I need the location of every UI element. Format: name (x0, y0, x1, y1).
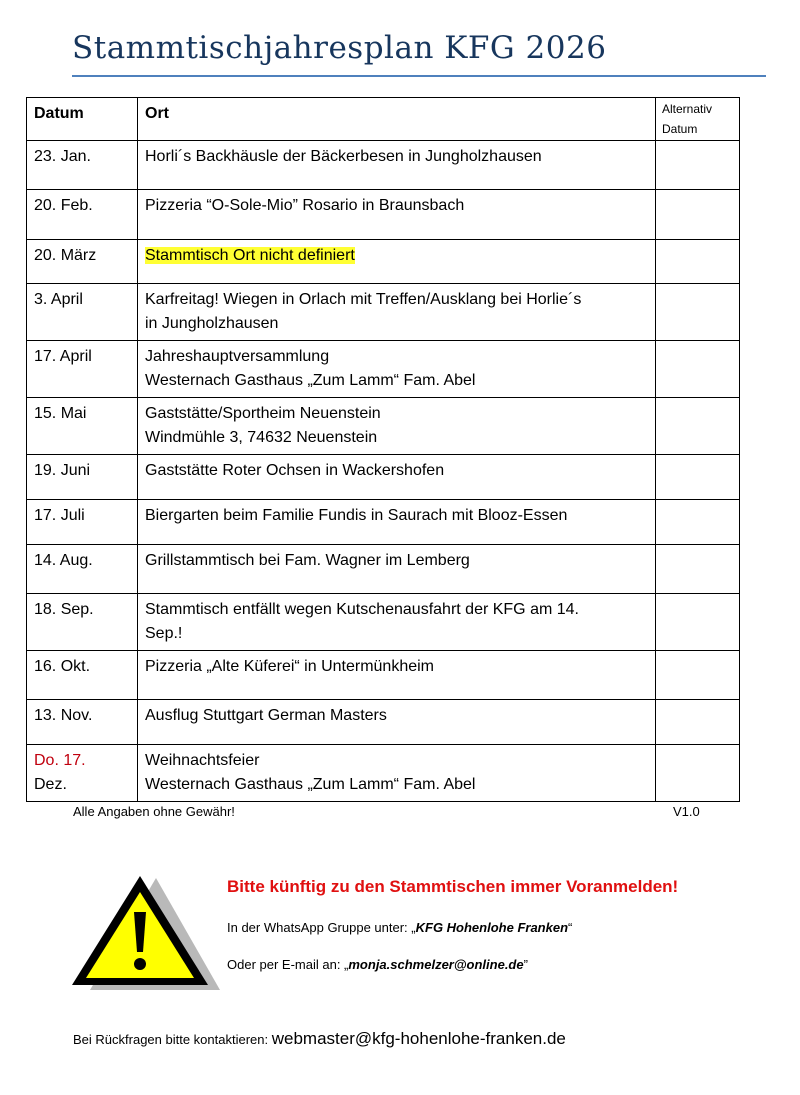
email-suffix: ” (523, 957, 528, 972)
row-datum: 18. Sep. (27, 594, 138, 651)
row-datum: 19. Juni (27, 455, 138, 500)
row-alternativ (656, 745, 740, 802)
table-header-row (27, 98, 740, 141)
ort-line: Sep.! (145, 625, 183, 642)
email-line (227, 957, 528, 972)
row-alternativ (656, 651, 740, 700)
ort-line: Westernach Gasthaus „Zum Lamm“ Fam. Abel (145, 776, 476, 793)
row-alternativ (656, 240, 740, 284)
row-alternativ (656, 500, 740, 545)
row-alternativ (656, 545, 740, 594)
row-ort (138, 745, 656, 802)
row-datum: 13. Nov. (27, 700, 138, 745)
table-row (27, 284, 740, 341)
row-alternativ (656, 455, 740, 500)
row-alternativ (656, 594, 740, 651)
table-row (27, 141, 740, 190)
row-ort (138, 398, 656, 455)
whatsapp-suffix: “ (568, 920, 573, 935)
row-datum: 17. April (27, 341, 138, 398)
warning-triangle-icon (70, 872, 220, 992)
contact-prefix: Bei Rückfragen bitte kontaktieren: (73, 1032, 272, 1047)
table-row (27, 700, 740, 745)
row-ort (138, 141, 656, 190)
table-row (27, 500, 740, 545)
row-ort (138, 700, 656, 745)
row-datum: 23. Jan. (27, 141, 138, 190)
header-alt-line2: Datum (662, 122, 698, 136)
row-alternativ (656, 284, 740, 341)
table-row (27, 190, 740, 240)
row-alternativ (656, 341, 740, 398)
page-title: Stammtischjahresplan KFG 2026 (72, 30, 607, 66)
table-row (27, 398, 740, 455)
row-alternativ (656, 398, 740, 455)
schedule-table (26, 97, 740, 802)
disclaimer: Alle Angaben ohne Gewähr! (73, 804, 235, 819)
datum-month: Dez. (34, 776, 67, 793)
header-alternativ-datum (656, 98, 740, 141)
ort-line: Karfreitag! Wiegen in Orlach mit Treffen/Ausklang bei Horlie´s (145, 291, 582, 308)
table-row (27, 240, 740, 284)
whatsapp-prefix: In der WhatsApp Gruppe unter: „ (227, 920, 416, 935)
email-prefix: Oder per E-mail an: „ (227, 957, 349, 972)
contact-line (73, 1029, 566, 1049)
ort-line: in Jungholzhausen (145, 315, 279, 332)
whatsapp-line (227, 920, 572, 935)
row-ort (138, 240, 656, 284)
webmaster-email: webmaster@kfg-hohenlohe-franken.de (271, 1029, 566, 1048)
ort-line: Horli´s Backhäusle der Bäckerbesen in Jungholzhausen (145, 148, 542, 165)
row-alternativ (656, 141, 740, 190)
ort-line: Grillstammtisch bei Fam. Wagner im Lemberg (145, 552, 470, 569)
ort-line: Gaststätte/Sportheim Neuenstein (145, 405, 381, 422)
ort-line: Pizzeria „Alte Küferei“ in Untermünkheim (145, 658, 434, 675)
row-alternativ (656, 700, 740, 745)
row-ort (138, 341, 656, 398)
row-datum (27, 745, 138, 802)
row-ort (138, 284, 656, 341)
row-datum: 20. Feb. (27, 190, 138, 240)
row-ort (138, 455, 656, 500)
datum-weekday-red: Do. 17. (34, 752, 86, 769)
row-datum: 16. Okt. (27, 651, 138, 700)
ort-line: Windmühle 3, 74632 Neuenstein (145, 429, 378, 446)
ort-line-highlighted: Stammtisch Ort nicht definiert (145, 247, 355, 264)
table-row (27, 341, 740, 398)
row-ort (138, 594, 656, 651)
whatsapp-group-name: KFG Hohenlohe Franken (415, 920, 569, 935)
header-ort: Ort (138, 98, 656, 141)
ort-line: Gaststätte Roter Ochsen in Wackershofen (145, 462, 445, 479)
registration-email: monja.schmelzer@online.de (348, 957, 524, 972)
row-datum: 20. März (27, 240, 138, 284)
table-row (27, 745, 740, 802)
row-ort (138, 500, 656, 545)
ort-line: Biergarten beim Familie Fundis in Saurach mit Blooz-Essen (145, 507, 568, 524)
table-row (27, 651, 740, 700)
ort-line: Pizzeria “O-Sole-Mio” Rosario in Braunsbach (145, 197, 465, 214)
row-alternativ (656, 190, 740, 240)
ort-line: Stammtisch entfällt wegen Kutschenausfahrt der KFG am 14. (145, 601, 579, 618)
header-datum: Datum (27, 98, 138, 141)
header-alt-line1: Alternativ (662, 102, 713, 116)
row-ort (138, 190, 656, 240)
table-row (27, 545, 740, 594)
ort-line: Ausflug Stuttgart German Masters (145, 707, 387, 724)
title-underline (72, 75, 766, 77)
ort-line: Jahreshauptversammlung (145, 348, 330, 365)
row-datum: 17. Juli (27, 500, 138, 545)
registration-notice-title: Bitte künftig zu den Stammtischen immer Voranmelden! (227, 877, 679, 896)
table-row (27, 455, 740, 500)
row-ort (138, 651, 656, 700)
ort-line: Weihnachtsfeier (145, 752, 260, 769)
version-label: V1.0 (673, 804, 700, 819)
row-datum: 14. Aug. (27, 545, 138, 594)
row-datum: 15. Mai (27, 398, 138, 455)
ort-line: Westernach Gasthaus „Zum Lamm“ Fam. Abel (145, 372, 476, 389)
table-row (27, 594, 740, 651)
row-ort (138, 545, 656, 594)
row-datum: 3. April (27, 284, 138, 341)
